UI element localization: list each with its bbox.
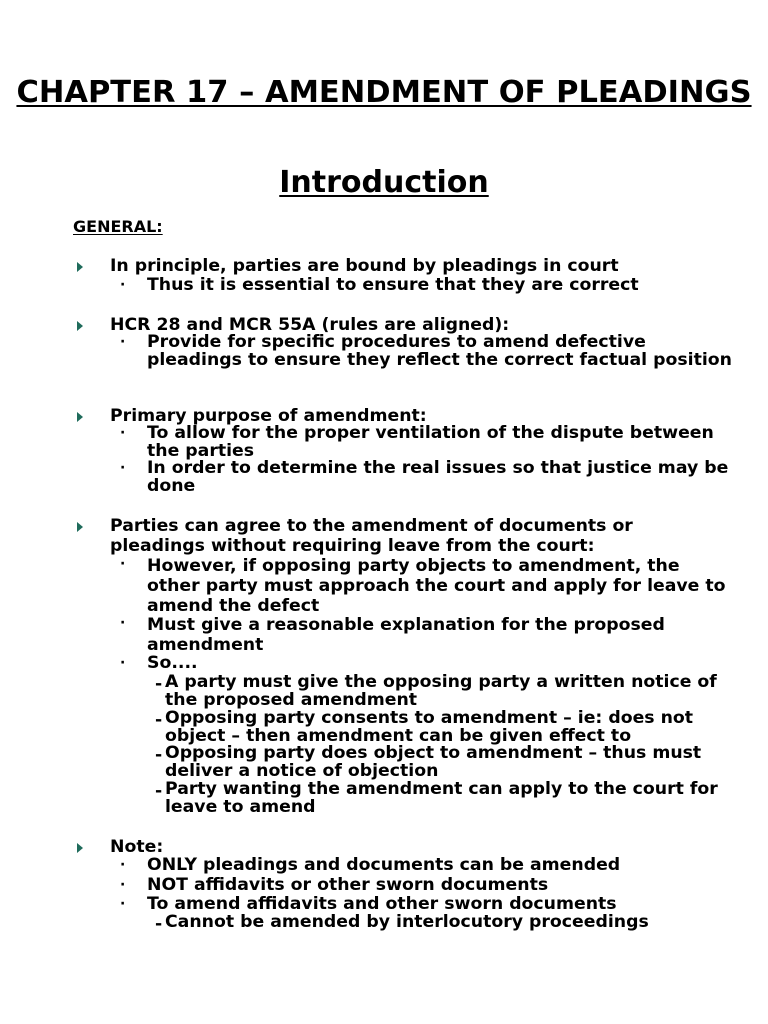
section-heading: GENERAL:	[73, 217, 163, 236]
sub-bullet-text: NOT affidavits or other sworn documents	[147, 875, 549, 895]
sub-bullet-dot: ·	[120, 277, 126, 293]
triangle-right-icon	[77, 321, 83, 331]
triangle-right-icon	[77, 522, 83, 532]
sub-bullet-text: To amend affidavits and other sworn documents	[147, 894, 617, 914]
sub-bullet-dot: ·	[120, 334, 126, 350]
dash-marker: -	[155, 710, 163, 730]
sub-sub-bullet-text: Cannot be amended by interlocutory proceedings	[165, 912, 649, 932]
sub-bullet-dot: ·	[120, 615, 126, 631]
sub-bullet-text: Provide for specific procedures to amend defective pleadings to ensure they reflect the correct factual position	[147, 332, 732, 370]
sub-sub-bullet-text: Party wanting the amendment can apply to the court for leave to amend	[165, 779, 718, 817]
bullet-text: HCR 28 and MCR 55A (rules are aligned):	[110, 315, 510, 335]
bullet-text: Parties can agree to the amendment of documents or pleadings without requiring leave from the court:	[110, 516, 633, 556]
bullet-text: Primary purpose of amendment:	[110, 406, 427, 426]
sub-bullet-text: Must give a reasonable explanation for the proposed amendment	[147, 615, 665, 655]
sub-sub-bullet-text: Opposing party does object to amendment – thus must deliver a notice of objection	[165, 743, 702, 781]
dash-marker: -	[155, 745, 163, 765]
sub-bullet-text: In order to determine the real issues so that justice may be done	[147, 458, 729, 496]
dash-marker: -	[155, 914, 163, 934]
bullet-text: In principle, parties are bound by pleadings in court	[110, 256, 619, 276]
sub-bullet-dot: ·	[120, 896, 126, 912]
sub-bullet-text: ONLY pleadings and documents can be amended	[147, 855, 621, 875]
sub-bullet-dot: ·	[120, 425, 126, 441]
bullet-text: Note:	[110, 837, 164, 857]
sub-bullet-text: Thus it is essential to ensure that they are correct	[147, 275, 639, 295]
sub-bullet-dot: ·	[120, 460, 126, 476]
dash-marker: -	[155, 781, 163, 801]
sub-bullet-dot: ·	[120, 857, 126, 873]
page-title: CHAPTER 17 – AMENDMENT OF PLEADINGS	[16, 75, 752, 110]
sub-sub-bullet-text: Opposing party consents to amendment – ie: does not object – then amendment can be given effect to	[165, 708, 694, 746]
triangle-right-icon	[77, 262, 83, 272]
sub-sub-bullet-text: A party must give the opposing party a written notice of the proposed amendment	[165, 672, 717, 710]
page-subtitle: Introduction	[279, 165, 489, 200]
sub-bullet-dot: ·	[120, 877, 126, 893]
triangle-right-icon	[77, 843, 83, 853]
sub-bullet-text: So....	[147, 653, 198, 673]
sub-bullet-dot: ·	[120, 655, 126, 671]
sub-bullet-text: However, if opposing party objects to amendment, the other party must approach the court and apply for leave to amend the defect	[147, 556, 726, 616]
sub-bullet-dot: ·	[120, 556, 126, 572]
dash-marker: -	[155, 674, 163, 694]
triangle-right-icon	[77, 412, 83, 422]
sub-bullet-text: To allow for the proper ventilation of the dispute between the parties	[147, 423, 714, 461]
